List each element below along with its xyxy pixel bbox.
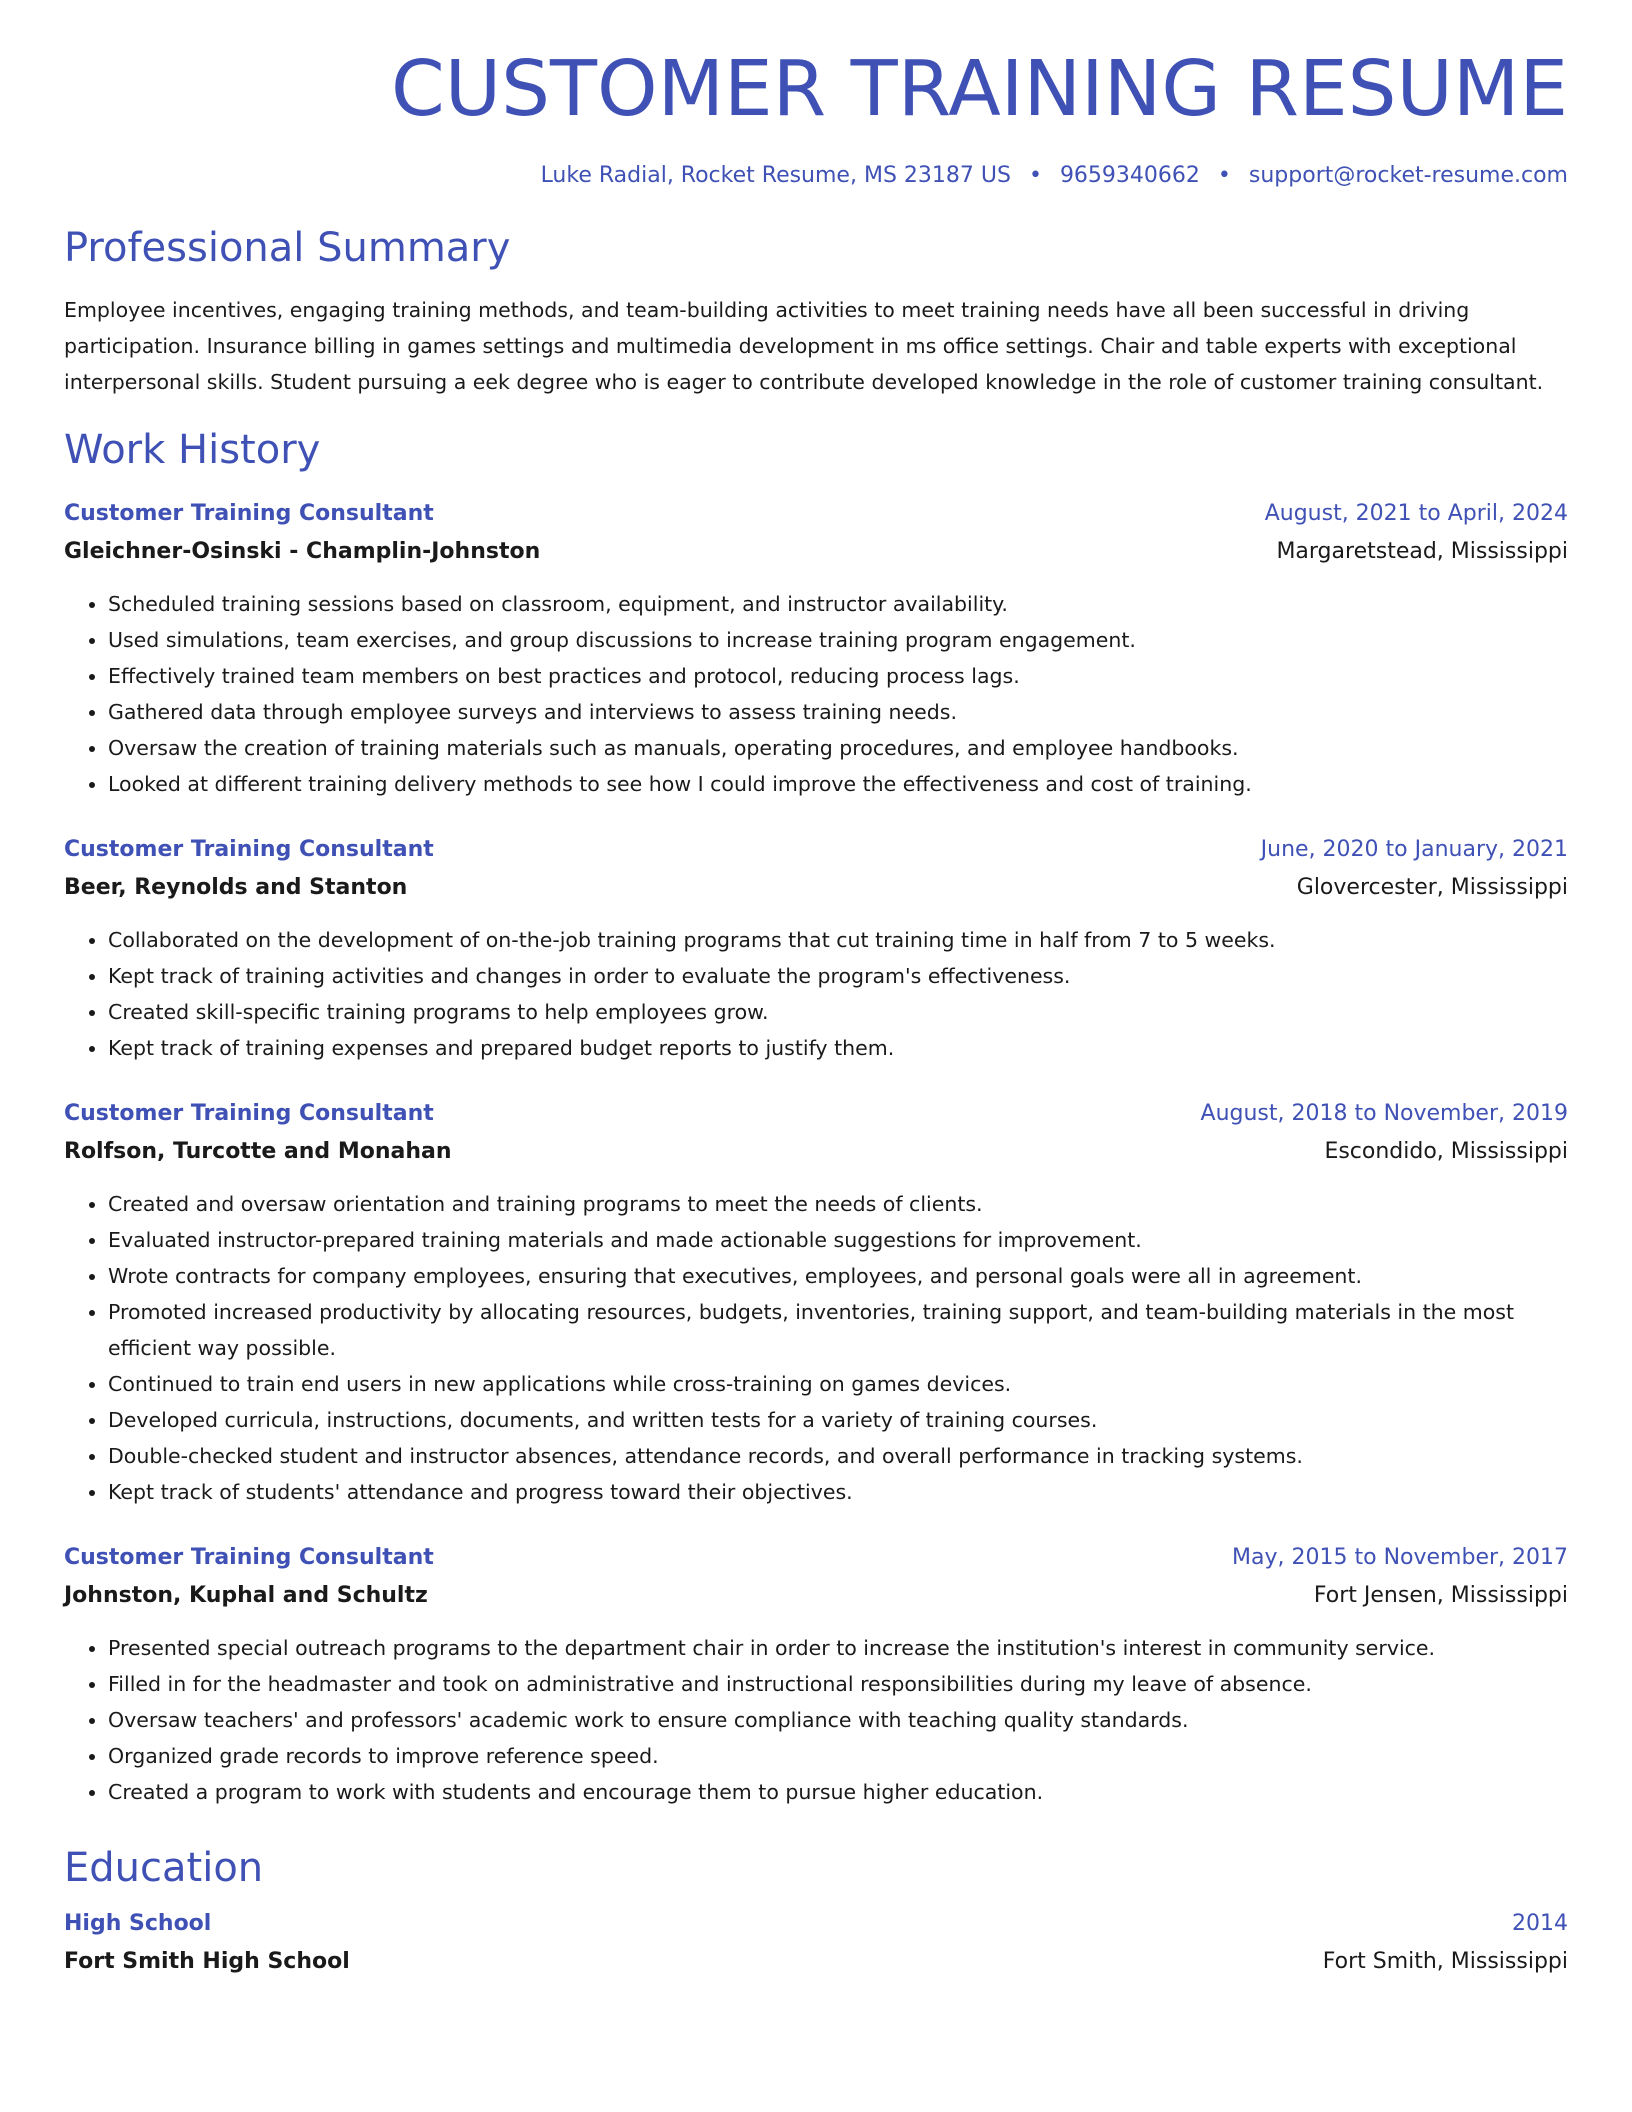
job-dates: June, 2020 to January, 2021 — [1260, 836, 1568, 862]
education-degree: High School — [64, 1910, 212, 1936]
education-heading: Education — [64, 1844, 264, 1891]
education-school-row — [64, 1942, 1568, 1982]
job-bullet: • Organized grade records to improve reference speed. — [108, 1738, 1568, 1774]
job-entry — [64, 496, 1568, 802]
job-company-row — [64, 868, 1568, 908]
job-title: Customer Training Consultant — [64, 1544, 434, 1570]
job-entry — [64, 832, 1568, 1066]
job-bullet: • Scheduled training sessions based on classroom, equipment, and instructor availability. — [108, 586, 1568, 622]
job-bullet: • Continued to train end users in new applications while cross-training on games devices. — [108, 1366, 1568, 1402]
contact-line — [64, 163, 1568, 188]
job-title: Customer Training Consultant — [64, 836, 434, 862]
contact-email[interactable]: support@rocket-resume.com — [1248, 162, 1568, 188]
job-title: Customer Training Consultant — [64, 1100, 434, 1126]
job-bullet: • Created and oversaw orientation and training programs to meet the needs of clients. — [108, 1186, 1568, 1222]
company-name: Gleichner-Osinski - Champlin-Johnston — [64, 538, 541, 564]
job-bullet: • Created skill-specific training programs to help employees grow. — [108, 994, 1568, 1030]
company-name: Beer, Reynolds and Stanton — [64, 874, 408, 900]
job-bullet: • Collaborated on the development of on-the-job training programs that cut training time in half from 7 to 5 weeks. — [108, 922, 1568, 958]
job-header-row — [64, 832, 1568, 868]
job-bullet: • Promoted increased productivity by allocating resources, budgets, inventories, training support, and team-building materials in the most efficient way possible. — [108, 1294, 1568, 1366]
job-bullet: • Oversaw the creation of training materials such as manuals, operating procedures, and employee handbooks. — [108, 730, 1568, 766]
job-bullet: • Kept track of training activities and changes in order to evaluate the program's effectiveness. — [108, 958, 1568, 994]
company-name: Rolfson, Turcotte and Monahan — [64, 1138, 452, 1164]
contact-address: Luke Radial, Rocket Resume, MS 23187 US — [540, 162, 1011, 188]
contact-separator: • — [1028, 162, 1042, 188]
job-entry — [64, 1540, 1568, 1810]
education-year: 2014 — [1512, 1910, 1568, 1936]
job-bullet-list — [64, 1630, 1568, 1810]
education-entry — [64, 1906, 1568, 1982]
job-header-row — [64, 1096, 1568, 1132]
job-bullet-list — [64, 922, 1568, 1066]
education-section — [64, 1844, 1568, 1982]
job-dates: August, 2018 to November, 2019 — [1200, 1100, 1568, 1126]
resume-header — [64, 0, 1568, 188]
education-header-row — [64, 1906, 1568, 1942]
job-company-row — [64, 1132, 1568, 1172]
job-company-row — [64, 1576, 1568, 1616]
job-bullet-list — [64, 586, 1568, 802]
job-dates: August, 2021 to April, 2024 — [1264, 500, 1568, 526]
job-location: Escondido, Mississippi — [1324, 1138, 1568, 1164]
page-title: CUSTOMER TRAINING RESUME — [390, 45, 1568, 134]
job-dates: May, 2015 to November, 2017 — [1232, 1544, 1568, 1570]
job-bullet: • Effectively trained team members on best practices and protocol, reducing process lags. — [108, 658, 1568, 694]
summary-text: Employee incentives, engaging training methods, and team-building activities to meet training needs have all been successful in driving participation. Insurance billing in games settings and multimedia development in ms office settings. Chair and table experts with exceptional interpersonal skills. Student pursuing a eek degree who is eager to contribute developed knowledge in the role of customer training consultant. — [64, 297, 1544, 394]
job-location: Margaretstead, Mississippi — [1276, 538, 1568, 564]
jobs-list — [64, 496, 1568, 1810]
job-header-row — [64, 1540, 1568, 1576]
job-bullet: • Looked at different training delivery methods to see how I could improve the effectiveness and cost of training. — [108, 766, 1568, 802]
job-bullet: • Kept track of training expenses and prepared budget reports to justify them. — [108, 1030, 1568, 1066]
job-location: Glovercester, Mississippi — [1296, 874, 1568, 900]
school-name: Fort Smith High School — [64, 1948, 350, 1974]
job-entry — [64, 1096, 1568, 1510]
job-bullet: • Wrote contracts for company employees, ensuring that executives, employees, and personal goals were all in agreement. — [108, 1258, 1568, 1294]
job-bullet: • Presented special outreach programs to the department chair in order to increase the institution's interest in community service. — [108, 1630, 1568, 1666]
job-bullet: • Created a program to work with students and encourage them to pursue higher education. — [108, 1774, 1568, 1810]
job-bullet: • Oversaw teachers' and professors' academic work to ensure compliance with teaching quality standards. — [108, 1702, 1568, 1738]
job-title: Customer Training Consultant — [64, 500, 434, 526]
work-history-heading: Work History — [64, 426, 321, 473]
job-location: Fort Jensen, Mississippi — [1313, 1582, 1568, 1608]
job-header-row — [64, 496, 1568, 532]
school-location: Fort Smith, Mississippi — [1322, 1948, 1568, 1974]
work-history-section — [64, 426, 1568, 1810]
job-bullet: • Double-checked student and instructor absences, attendance records, and overall performance in tracking systems. — [108, 1438, 1568, 1474]
job-company-row — [64, 532, 1568, 572]
job-bullet: • Filled in for the headmaster and took on administrative and instructional responsibilities during my leave of absence. — [108, 1666, 1568, 1702]
summary-section — [64, 224, 1568, 400]
job-bullet: • Evaluated instructor-prepared training materials and made actionable suggestions for improvement. — [108, 1222, 1568, 1258]
contact-separator: • — [1217, 162, 1231, 188]
contact-phone: 9659340662 — [1059, 162, 1200, 188]
job-bullet: • Kept track of students' attendance and progress toward their objectives. — [108, 1474, 1568, 1510]
job-bullet-list — [64, 1186, 1568, 1510]
company-name: Johnston, Kuphal and Schultz — [64, 1582, 428, 1608]
job-bullet: • Developed curricula, instructions, documents, and written tests for a variety of training courses. — [108, 1402, 1568, 1438]
education-list — [64, 1906, 1568, 1982]
job-bullet: • Used simulations, team exercises, and group discussions to increase training program engagement. — [108, 622, 1568, 658]
summary-heading: Professional Summary — [64, 224, 511, 271]
job-bullet: • Gathered data through employee surveys and interviews to assess training needs. — [108, 694, 1568, 730]
